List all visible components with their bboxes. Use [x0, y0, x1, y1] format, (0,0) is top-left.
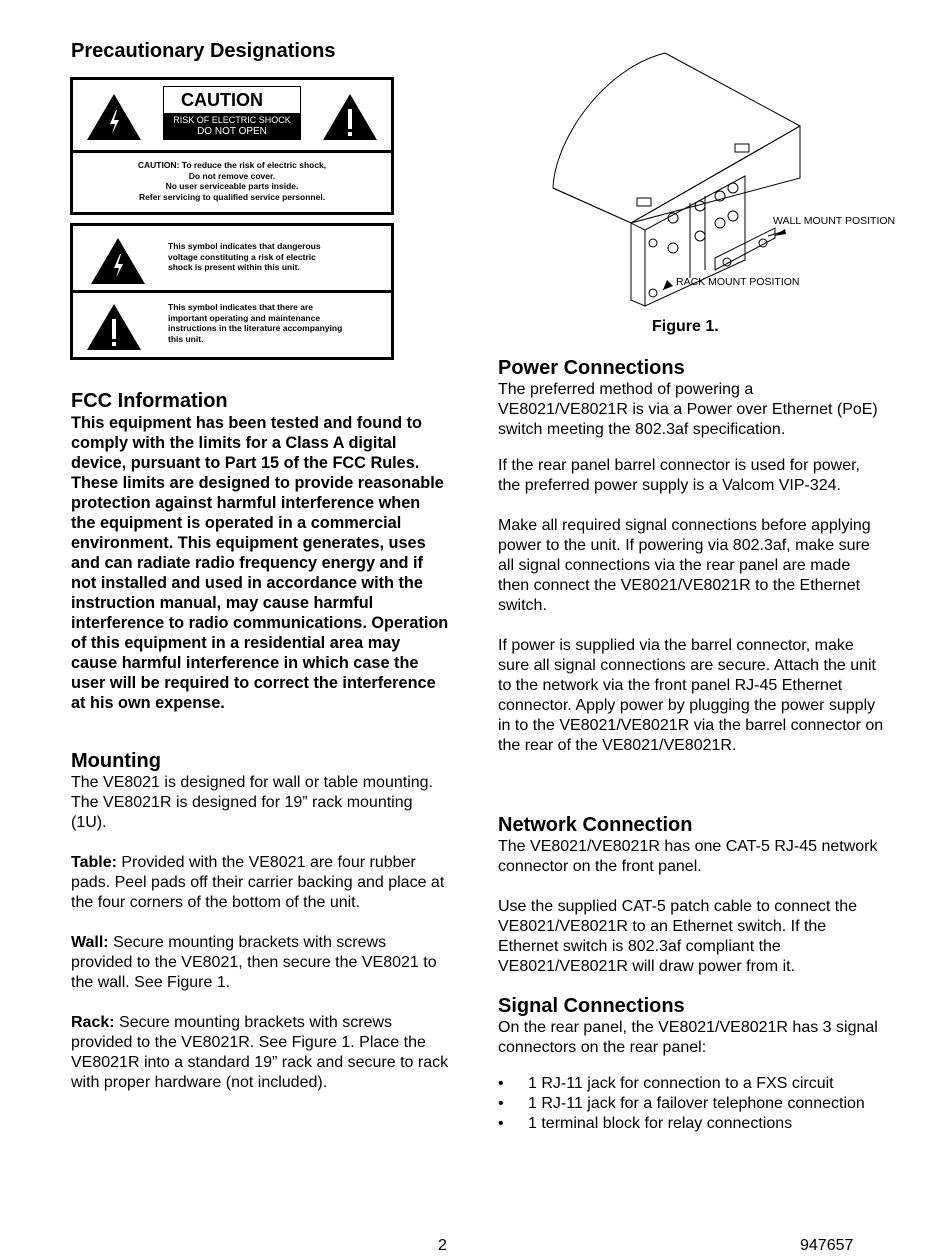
bullet: • [498, 1095, 504, 1112]
list-item-text: 1 RJ-11 jack for connection to a FXS circuit [528, 1075, 834, 1092]
power-heading: Power Connections [498, 357, 685, 379]
network-p2: Use the supplied CAT-5 patch cable to connect the VE8021/VE8021R to an Ethernet switch. If the Ethernet switch is 802.3af compliant the VE8021/VE8021R will draw power from it. [498, 898, 858, 975]
power-p2: If the rear panel barrel connector is used for power, the preferred power supply is a Valcom VIP-324. [498, 457, 860, 494]
bullet: • [498, 1075, 504, 1092]
network-p1: The VE8021/VE8021R has one CAT-5 RJ-45 network connector on the front panel. [498, 838, 878, 875]
symbol2-text: This symbol indicates that there are important operating and maintenance instructions in the literature accompanying this unit. [168, 302, 343, 344]
fcc-section [71, 390, 449, 713]
power-p4: If power is supplied via the barrel connector, make sure all signal connections are secure. Attach the unit to the network via the front panel RJ-45 Ethernet connector. Apply power by plugging the power supply in to the VE8021/VE8021R via the barrel connector on the rear of the VE8021/VE8021R. [498, 637, 884, 754]
wall-label: Wall: [71, 934, 109, 951]
wall-mount-label: WALL MOUNT POSITION [773, 215, 896, 227]
caution-line: Refer servicing to qualified service personnel. [138, 191, 326, 202]
mounting-table [71, 853, 451, 913]
mounting-rack [71, 1013, 451, 1093]
caution-line: Do not remove cover. [188, 170, 276, 181]
caution-title: CAUTION [181, 90, 263, 110]
mounting-section [71, 750, 451, 1093]
doc-number: 947657 [800, 1237, 854, 1254]
signal-section [498, 995, 884, 1134]
caution-sub2: DO NOT OPEN [197, 126, 267, 137]
list-item-text: 1 terminal block for relay connections [528, 1115, 793, 1132]
list-item [498, 1114, 884, 1134]
rack-text: Secure mounting brackets with screws provided to the VE8021R. See Figure 1. Place the VE8021R into a standard 19” rack and secure to rack with proper hardware (not included). [71, 1014, 449, 1091]
fcc-body: This equipment has been tested and found to comply with the limits for a Class A digital device, pursuant to Part 15 of the FCC Rules. These limits are designed to provide reasonable protection against harmful interference when the equipment is operated in a commercial environment. This equipment generates, uses and can radiate radio frequency energy and if not installed and used in accordance with the instruction manual, may cause harmful interference to radio communications. Operation of this equipment in a residential area may cause harmful interference in which case the user will be required to correct the interference at his own expense. [71, 414, 449, 712]
warning-exclamation-icon [321, 92, 379, 142]
list-item [498, 1074, 884, 1094]
precaution-heading: Precautionary Designations [71, 40, 336, 62]
list-item-text: 1 RJ-11 jack for a failover telephone connection [528, 1095, 865, 1112]
caution-badge [163, 86, 301, 140]
symbol1-text: This symbol indicates that dangerous voltage constituting a risk of electric shock is present within this unit. [168, 241, 321, 272]
network-heading: Network Connection [498, 814, 693, 836]
bullet: • [498, 1115, 504, 1132]
power-p3: Make all required signal connections before applying power to the unit. If powering via 802.3af, make sure all signal connections via the rear panel are made then connect the VE8021/VE8021R to the Ethernet switch. [498, 517, 871, 614]
symbol-explanation-box [70, 223, 394, 360]
figure-caption: Figure 1. [652, 318, 719, 335]
mounting-figure [545, 48, 895, 310]
fcc-heading: FCC Information [71, 390, 228, 412]
signal-list [498, 1074, 884, 1134]
caution-line: No user serviceable parts inside. [165, 181, 299, 191]
caution-line: CAUTION: To reduce the risk of electric shock, [137, 160, 327, 170]
table-text: Provided with the VE8021 are four rubber pads. Peel pads off their carrier backing and place at the four corners of the bottom of the unit. [71, 854, 445, 911]
signal-p1: On the rear panel, the VE8021/VE8021R has 3 signal connectors on the rear panel: [498, 1019, 878, 1056]
network-section [498, 814, 884, 977]
caution-sub1: RISK OF ELECTRIC SHOCK [173, 115, 291, 125]
electric-shock-icon [89, 236, 147, 286]
warning-exclamation-icon [85, 302, 143, 352]
list-item [498, 1094, 884, 1114]
power-p1: The preferred method of powering a VE8021/VE8021R is via a Power over Ethernet (PoE) switch meeting the 802.3af specification. [498, 381, 878, 438]
signal-heading: Signal Connections [498, 995, 685, 1017]
caution-lines [73, 160, 391, 202]
table-label: Table: [71, 854, 117, 871]
rack-label: Rack: [71, 1014, 115, 1031]
rack-mount-label: RACK MOUNT POSITION [676, 276, 800, 288]
power-section [498, 357, 884, 756]
wall-text: Secure mounting brackets with screws provided to the VE8021, then secure the VE8021 to the wall. See Figure 1. [71, 934, 437, 991]
caution-label-box [70, 77, 394, 215]
mounting-wall [71, 933, 451, 993]
page-number: 2 [438, 1237, 447, 1254]
electric-shock-icon [85, 92, 143, 142]
mounting-intro: The VE8021 is designed for wall or table mounting. The VE8021R is designed for 19” rack mounting (1U). [71, 774, 433, 831]
mounting-heading: Mounting [71, 750, 161, 772]
